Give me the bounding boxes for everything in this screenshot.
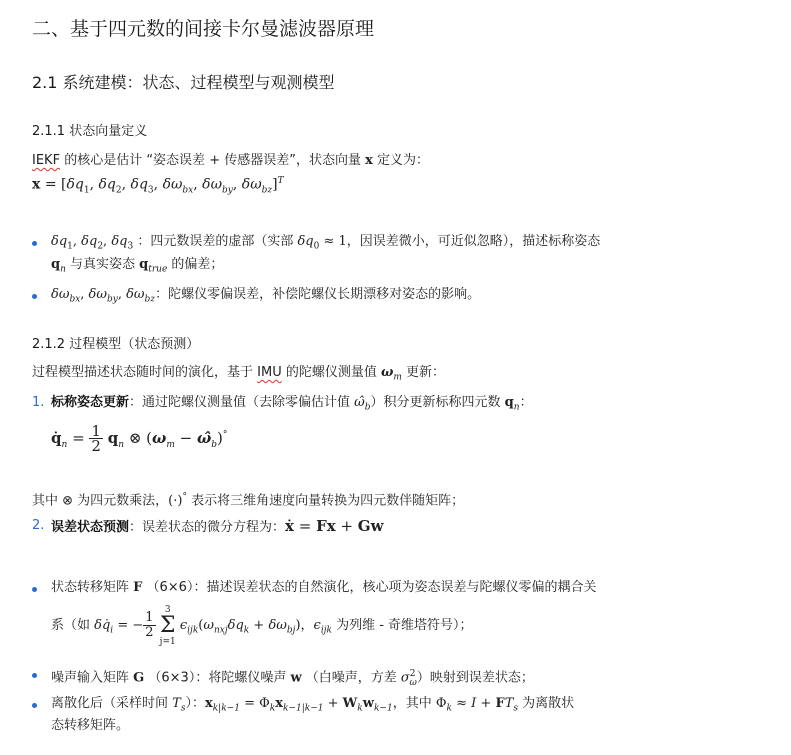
bullet-noise-input-matrix: 噪声输入矩阵 G （6×3）：将陀螺仪噪声 w （白噪声，方差 $\sigma^2_\omega$）映射到误差状态； — [51, 669, 534, 688]
list-item-nominal-attitude: 标称姿态更新：通过陀螺仪测量值（去除零偏估计值 $\omegâ_b$）积分更新标称四元数 $q_n$： — [51, 395, 533, 413]
bullet-state-transition-matrix: 状态转移矩阵 F （6×6）：描述误差状态的自然演化，核心项为姿态误差与陀螺仪零偏的耦合关 — [51, 580, 597, 595]
spellcheck-word-iekf: IEKF — [32, 153, 61, 168]
list-number-1: 1. — [32, 395, 45, 410]
bullet-quaternion-error-line2: $q_n$ 与真实姿态 $q_{true}$ 的偏差； — [51, 257, 224, 275]
bullet-dot — [32, 703, 37, 708]
nominal-attitude-equation: $q̇_n$ = $\frac{1}{2}$ $q_n$ ⊗ ($\omega_m$ − $\omegâ_b)^\circ$ — [51, 422, 228, 455]
section-heading-1: 二、基于四元数的间接卡尔曼滤波器原理 — [32, 18, 375, 40]
bullet-state-transition-matrix-line2: 系（如 $\delta q̇_i$ = − $\frac{1}{2}$ 3 Σ j=1 $\epsilon_{ijk}(\omega_{nxj}\delta q_k + \delta\omega_{bj})$，$\epsilon_{ijk}$ 为列维 - 奇维塔符号）； — [51, 604, 473, 647]
state-vector-equation: $x = [\delta q_1$, $\delta q_2$, $\delta q_3$, $\delta\omega_{bx}$, $\delta\omega_{by}$, $\delta\omega_{bz}]^T$ — [32, 176, 284, 196]
spellcheck-word-imu: IMU — [257, 365, 282, 380]
process-model-intro: 过程模型描述状态随时间的演化，基于 IMU 的陀螺仪测量值 $\omega_m$ 更新： — [32, 365, 446, 383]
bullet-dot — [32, 673, 37, 678]
state-vector-intro: IEKF 的核心是估计 “姿态误差 + 传感器误差”，状态向量 x 定义为： — [32, 153, 429, 168]
subsection-heading-2-1-1: 2.1.1 状态向量定义 — [32, 124, 148, 139]
section-heading-2-1: 2.1 系统建模：状态、过程模型与观测模型 — [32, 73, 335, 92]
bullet-discretization: 离散化后（采样时间 $T_s$）：$x_{k|k-1} = \Phi_kx_{k-1|k-1} + W_kw_{k-1}$，其中 $\Phi_k \approx I + FT_s$ 为离散状 — [51, 696, 575, 714]
bullet-discretization-line2: 态转移矩阵。 — [51, 718, 130, 733]
bullet-quaternion-error: $\delta q_1$, $\delta q_2$, $\delta q_3$ ：四元数误差的虚部（实部 $\delta q_0 \approx 1$，因误差微小，可近似忽略），描述标称姿态 — [51, 234, 601, 252]
bullet-dot — [32, 294, 37, 299]
quaternion-product-note: 其中 ⊗ 为四元数乘法，(·)° 表示将三维角速度向量转换为四元数伴随矩阵； — [32, 492, 465, 509]
bullet-dot — [32, 241, 37, 246]
bullet-dot — [32, 587, 37, 592]
list-number-2: 2. — [32, 518, 45, 533]
list-item-error-state-prediction: 误差状态预测：误差状态的微分方程为：ẋ = Fx + Gw — [51, 517, 384, 535]
bullet-gyro-bias-error: $\delta\omega_{bx}$, $\delta\omega_{by}$, $\delta\omega_{bz}$：陀螺仪零偏误差，补偿陀螺仪长期漂移对姿态的影响。 — [51, 287, 481, 305]
subsection-heading-2-1-2: 2.1.2 过程模型（状态预测） — [32, 337, 200, 352]
